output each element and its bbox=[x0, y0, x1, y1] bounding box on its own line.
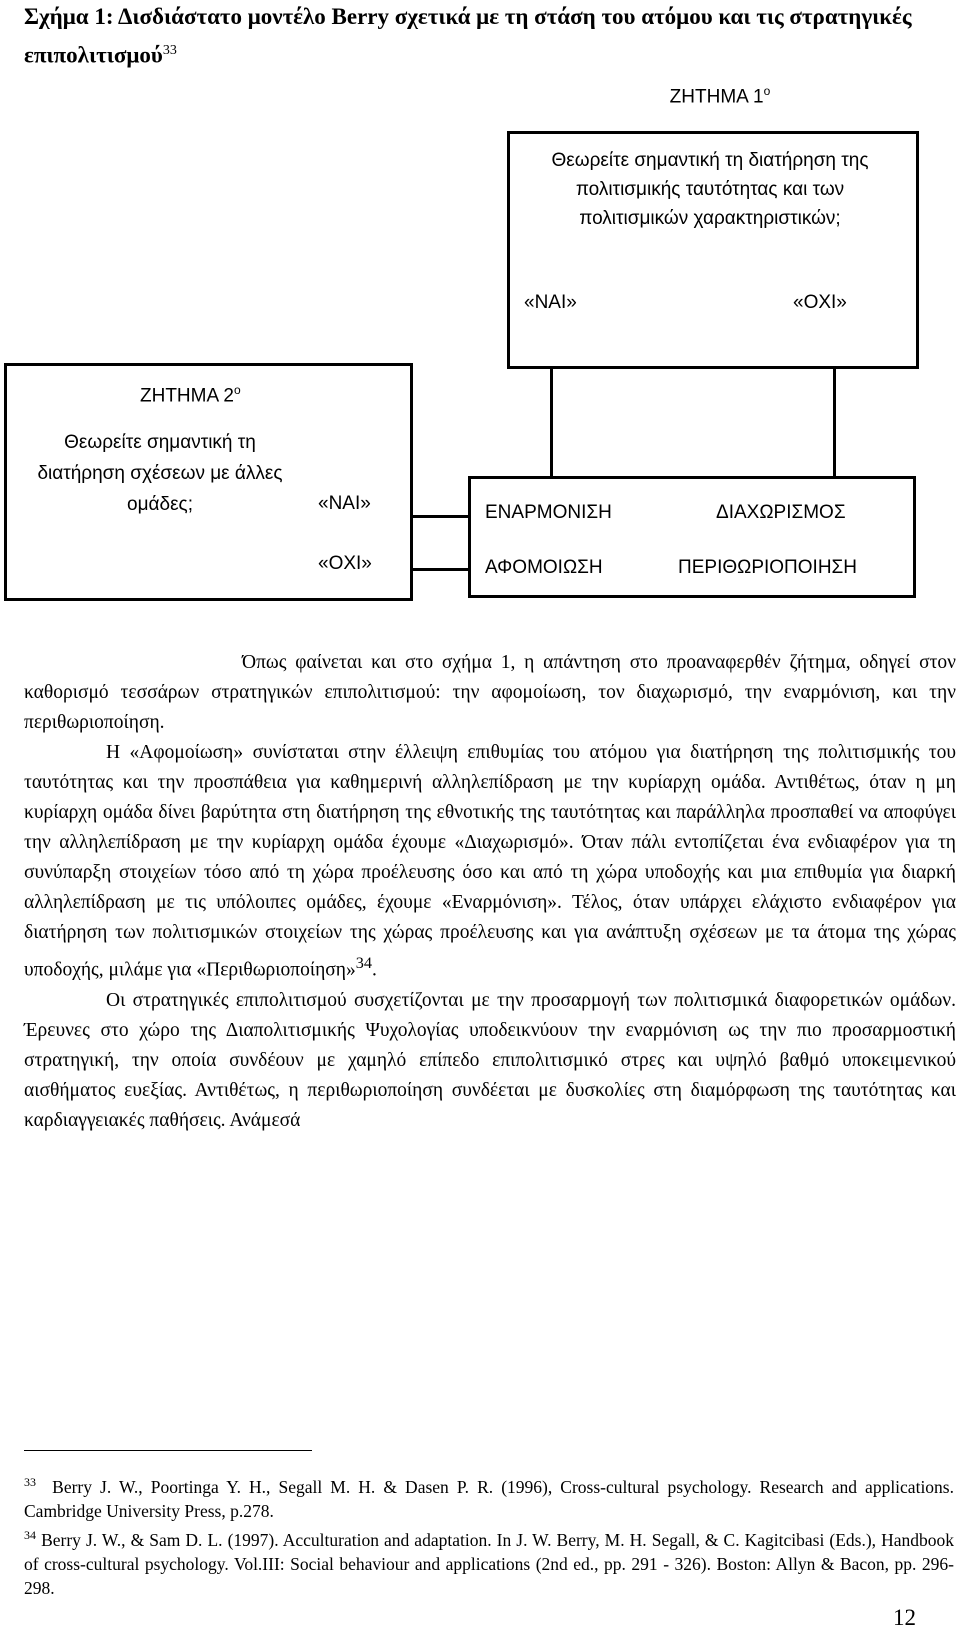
paragraph-strategies: Η «Αφομοίωση» συνίσταται στην έλλειψη επιθυμίας του ατόμου για διατήρηση της πολιτισμικής του ταυτότητας και την προσπάθεια για καθημερινή αλληλεπίδραση με την κυρίαρχη ομάδα. Αντιθέτως, όταν η μη κυρίαρχη ομάδα δίνει βαρύτητα στη διατήρηση της εθνοτικής της ταυτότητας και παράλληλα προσπαθεί να αποφύγει την αλληλεπίδραση με την κυρίαρχη ομάδα έχουμε «Διαχωρισμό». Όταν πάλι εντοπίζεται ένα ενδιαφέρον για τη συνύπαρξη στοιχείων τόσο από τη χώρα προέλευσης όσο και από τη χώρα υποδοχής και μια επιθυμία για διαρκή αλληλεπίδραση με τις υπόλοιπες ομάδες, έχουμε «Εναρμόνιση». Τέλος, όταν υπάρχει ελάχιστο ενδιαφέρον για διατήρηση των πολιτισμικών στοιχείων της χώρας προέλευσης και για ανάπτυξη σχέσεων με τα άτομα της χώρας υποδοχής, μιλάμε για «Περιθωριοποίηση»$^{34}$. bbox=[24, 742, 956, 981]
paragraph-intro: Όπως φαίνεται και στο σχήμα 1, η απάντηση στο προαναφερθέν ζήτημα, οδηγεί στον καθορισμό τεσσάρων στρατηγικών επιπολιτισμού: την αφομοίωση, τον διαχωρισμό, την εναρμόνιση, και την περιθωριοποίηση. bbox=[24, 652, 956, 733]
outcomes-box bbox=[468, 476, 916, 598]
connector-issue2-yes bbox=[410, 515, 469, 518]
outcome-separation: ΔΙΑΧΩΡΙΣΜΟΣ bbox=[716, 502, 846, 523]
figure-title-footnote-ref: 33 bbox=[162, 43, 177, 58]
body-text bbox=[24, 648, 956, 1136]
connector-issue1-no bbox=[833, 366, 836, 477]
issue1-no: «ΟΧΙ» bbox=[793, 292, 847, 313]
footnotes bbox=[24, 1470, 954, 1600]
issue2-no: «ΟΧΙ» bbox=[318, 553, 372, 574]
footnote-ref-34: 34 bbox=[355, 954, 373, 972]
issue1-yes: «ΝΑΙ» bbox=[524, 292, 577, 313]
connector-issue2-no bbox=[410, 568, 469, 571]
footnote-34: $^{34}$ Berry J. W., & Sam D. L. (1997). Acculturation and adaptation. In J. W. Berry, M. H. Segall, & C. Kagitcibasi (Eds.), Handbook of cross-cultural psychology. Vol.III: Social behaviour and applications (2nd ed., pp. 291 - 326). Boston: Allyn & Bacon, pp. 296-298. bbox=[24, 1527, 955, 1598]
figure-title: Σχήμα 1: Δισδιάστατο μοντέλο Berry σχετικά με τη στάση του ατόμου και τις στρατηγικές επιπολιτισμού$^{33}$ bbox=[24, 4, 912, 68]
issue2-yes: «ΝΑΙ» bbox=[318, 493, 371, 514]
issue2-label: ΖΗΤΗΜΑ $2^o$ bbox=[140, 383, 241, 407]
issue1-label: ΖΗΤΗΜΑ $1^o$ bbox=[669, 84, 771, 108]
outcome-integration: ΕΝΑΡΜΟΝΙΣΗ bbox=[485, 502, 612, 523]
issue2-question: Θεωρείτε σημαντική τη διατήρηση σχέσεων με άλλες ομάδες; bbox=[37, 432, 283, 515]
outcome-marginalization: ΠΕΡΙΘΩΡΙΟΠΟΙΗΣΗ bbox=[678, 557, 858, 578]
connector-issue1-yes bbox=[550, 366, 553, 477]
footnote-33: $^{33}$ Berry J. W., Poortinga Y. H., Segall M. H. & Dasen P. R. (1996), Cross-cultural psychology. Research and applications. Cambridge University Press, p.278. bbox=[24, 1475, 954, 1521]
outcome-assimilation: ΑΦΟΜΟΙΩΣΗ bbox=[485, 557, 603, 578]
paragraph-adaptation: Οι στρατηγικές επιπολιτισμού συσχετίζονται με την προσαρμογή των πολιτισμικά διαφορετικών ομάδων. Έρευνες στο χώρο της Διαπολιτισμικής Ψυχολογίας υποδεικνύουν την εναρμόνιση ως την πιο προσαρμοστική στρατηγική, την οποία συνδέουν με χαμηλό επίπεδο επιπολιτισμικό στρες και υψηλό βαθμό υποκειμενικού αισθήματος ευεξίας. Αντιθέτως, η περιθωριοποίηση συνδέεται με δυσκολίες στη διαμόρφωση της ταυτότητας και καρδιαγγειακές παθήσεις. Ανάμεσά bbox=[24, 989, 956, 1131]
issue1-question: Θεωρείτε σημαντική τη διατήρηση της πολιτισμικής ταυτότητας και των πολιτισμικών χαρακτηριστικών; bbox=[551, 150, 869, 229]
footnote-separator bbox=[24, 1450, 312, 1451]
page-number: 12 bbox=[893, 1605, 916, 1630]
